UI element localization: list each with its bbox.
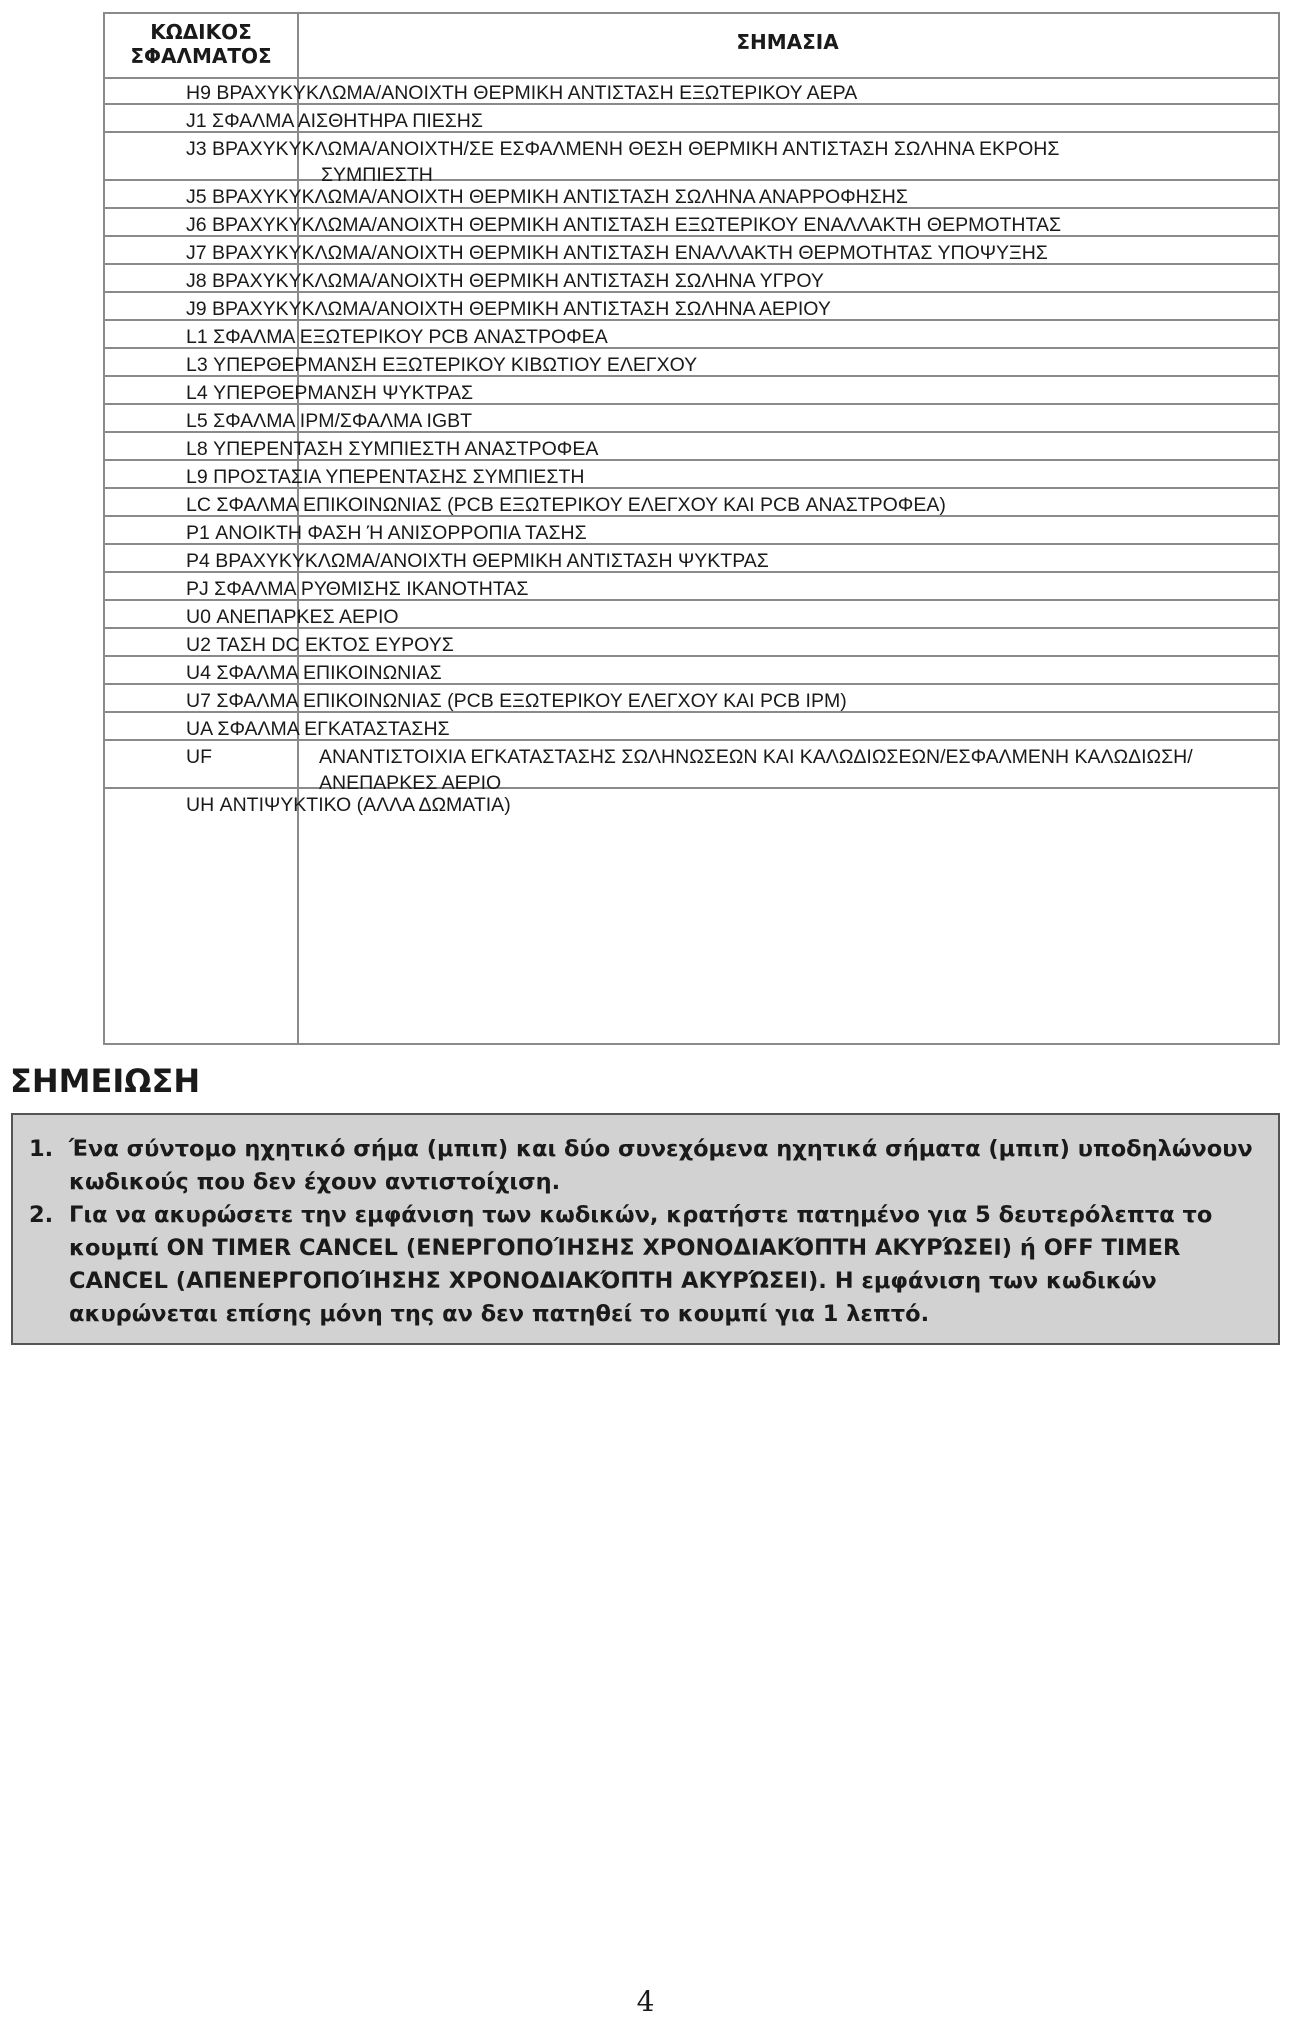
error-entry-line: U4 ΣΦΑΛΜΑ ΕΠΙΚΟΙΝΩΝΙΑΣ	[186, 662, 442, 684]
error-entry-line: L8 ΥΠΕΡΕΝΤΑΣΗ ΣΥΜΠΙΕΣΤΗ ΑΝΑΣΤΡΟΦΕΑ	[186, 438, 599, 460]
table-row	[105, 789, 1278, 817]
note-list	[13, 1133, 1278, 1331]
table-row	[105, 685, 1278, 713]
error-entry	[186, 520, 587, 546]
table-row	[105, 433, 1278, 461]
error-entry-line: U2 ΤΑΣΗ DC ΕΚΤΟΣ ΕΥΡΟΥΣ	[186, 634, 454, 656]
error-entry-line: L4 ΥΠΕΡΘΕΡΜΑΝΣΗ ΨΥΚΤΡΑΣ	[186, 382, 474, 404]
error-entry	[186, 324, 608, 350]
error-entry	[186, 688, 847, 714]
error-entry-line: J6 ΒΡΑΧΥΚΥΚΛΩΜΑ/ΑΝΟΙΧΤΗ ΘΕΡΜΙΚΗ ΑΝΤΙΣΤΑΣΗ ΕΞΩΤΕΡΙΚΟΥ ΕΝΑΛΛΑΚΤΗ ΘΕΡΜΟΤΗΤΑΣ	[186, 214, 1062, 236]
error-meaning-line: ΑΝΕΠΑΡΚΕΣ ΑΕΡΙΟ	[319, 772, 502, 794]
table-row	[105, 461, 1278, 489]
note-item-number: 2.	[29, 1202, 54, 1228]
error-entry-line: P1 ΑΝΟΙΚΤΗ ΦΑΣΗ Ή ΑΝΙΣΟΡΡΟΠΙΑ ΤΑΣΗΣ	[186, 522, 587, 544]
error-entry-line: PJ ΣΦΑΛΜΑ ΡΥΘΜΙΣΗΣ ΙΚΑΝΟΤΗΤΑΣ	[186, 578, 529, 600]
error-entry	[186, 464, 584, 490]
error-entry-line: J5 ΒΡΑΧΥΚΥΚΛΩΜΑ/ΑΝΟΙΧΤΗ ΘΕΡΜΙΚΗ ΑΝΤΙΣΤΑΣΗ ΣΩΛΗΝΑ ΑΝΑΡΡΟΦΗΣΗΣ	[186, 186, 908, 208]
table-row	[105, 377, 1278, 405]
table-row	[105, 517, 1278, 545]
error-entry	[186, 408, 472, 434]
error-entry	[186, 240, 1048, 266]
header-error-code-line1: ΚΩΔΙΚΟΣ	[150, 20, 252, 44]
error-entry	[186, 352, 697, 378]
error-entry	[186, 548, 769, 574]
table-row	[105, 209, 1278, 237]
error-entry-line: J8 ΒΡΑΧΥΚΥΚΛΩΜΑ/ΑΝΟΙΧΤΗ ΘΕΡΜΙΚΗ ΑΝΤΙΣΤΑΣΗ ΣΩΛΗΝΑ ΥΓΡΟΥ	[186, 270, 824, 292]
table-row	[105, 741, 1278, 794]
header-error-code-line2: ΣΦΑΛΜΑΤΟΣ	[130, 44, 272, 68]
error-entry	[186, 492, 946, 518]
table-row	[105, 489, 1278, 517]
note-item-number: 1.	[29, 1136, 54, 1162]
table-row	[105, 237, 1278, 265]
note-item	[13, 1133, 1278, 1199]
table-row	[105, 349, 1278, 377]
error-entry	[186, 80, 857, 106]
header-error-code	[105, 20, 297, 68]
error-entry-line: J9 ΒΡΑΧΥΚΥΚΛΩΜΑ/ΑΝΟΙΧΤΗ ΘΕΡΜΙΚΗ ΑΝΤΙΣΤΑΣΗ ΣΩΛΗΝΑ ΑΕΡΙΟΥ	[186, 298, 831, 320]
error-entry	[186, 576, 528, 602]
note-title: ΣΗΜΕΙΩΣΗ	[10, 1062, 201, 1100]
error-entry-line: L9 ΠΡΟΣΤΑΣΙΑ ΥΠΕΡΕΝΤΑΣΗΣ ΣΥΜΠΙΕΣΤΗ	[186, 466, 585, 488]
table-row	[105, 405, 1278, 433]
error-entry	[186, 660, 442, 686]
note-item-text: Για να ακυρώσετε την εμφάνιση των κωδικών, κρατήστε πατημένο για 5 δευτερόλεπτα το κουμπί ON TIMER CANCEL (ΕΝΕΡΓΟΠΟΊΗΣΗΣ ΧΡΟΝΟΔΙΑΚΌΠΤΗ ΑΚΥΡΏΣΕΙ) ή OFF TIMER CANCEL (ΑΠΕΝΕΡΓΟΠΟΊΗΣΗΣ ΧΡΟΝΟΔΙΑΚΌΠΤΗ ΑΚΥΡΏΣΕΙ). Η εμφάνιση των κωδικών ακυρώνεται επίσης μόνη της αν δεν πατηθεί το κουμπί για 1 λεπτό.	[69, 1202, 1213, 1327]
error-entry-line: P4 ΒΡΑΧΥΚΥΚΛΩΜΑ/ΑΝΟΙΧΤΗ ΘΕΡΜΙΚΗ ΑΝΤΙΣΤΑΣΗ ΨΥΚΤΡΑΣ	[186, 550, 769, 572]
table-row	[105, 601, 1278, 629]
error-entry-line: UA ΣΦΑΛΜΑ ΕΓΚΑΤΑΣΤΑΣΗΣ	[186, 718, 450, 740]
error-meaning-line: ΑΝΑΝΤΙΣΤΟΙΧΙΑ ΕΓΚΑΤΑΣΤΑΣΗΣ ΣΩΛΗΝΩΣΕΩΝ ΚΑΙ ΚΑΛΩΔΙΩΣΕΩΝ/ΕΣΦΑΛΜΕΝΗ ΚΑΛΩΔΙΩΣΗ/	[319, 746, 1193, 768]
error-code-table	[103, 12, 1280, 1045]
error-entry	[186, 436, 598, 462]
table-row	[105, 265, 1278, 293]
error-entry	[186, 184, 908, 210]
error-entry	[186, 604, 399, 630]
table-header	[105, 14, 1278, 79]
error-entry-line: H9 ΒΡΑΧΥΚΥΚΛΩΜΑ/ΑΝΟΙΧΤΗ ΘΕΡΜΙΚΗ ΑΝΤΙΣΤΑΣΗ ΕΞΩΤΕΡΙΚΟΥ ΑΕΡΑ	[186, 82, 858, 104]
error-entry	[186, 296, 831, 322]
error-entry-line: J1 ΣΦΑΛΜΑ ΑΙΣΘΗΤΗΡΑ ΠΙΕΣΗΣ	[186, 110, 483, 132]
table-row	[105, 545, 1278, 573]
error-entry-line: L5 ΣΦΑΛΜΑ IPM/ΣΦΑΛΜΑ IGBT	[186, 410, 473, 432]
error-entry	[186, 792, 511, 818]
header-meaning: ΣΗΜΑΣΙΑ	[736, 30, 839, 54]
table-row	[105, 657, 1278, 685]
table-row	[105, 321, 1278, 349]
table-row	[105, 573, 1278, 601]
error-code: UF	[186, 746, 212, 768]
table-row	[105, 181, 1278, 209]
error-entry-line: UH ΑΝΤΙΨΥΚΤΙΚΟ (ΑΛΛΑ ΔΩΜΑΤΙΑ)	[186, 794, 511, 816]
table-row	[105, 105, 1278, 133]
note-item-text: Ένα σύντομο ηχητικό σήμα (μπιπ) και δύο συνεχόμενα ηχητικά σήματα (μπιπ) υποδηλώνουν κωδικούς που δεν έχουν αντιστοίχιση.	[69, 1136, 1253, 1195]
table-row	[105, 77, 1278, 105]
error-entry	[186, 716, 450, 742]
table-row	[105, 293, 1278, 321]
error-entry-line: J3 ΒΡΑΧΥΚΥΚΛΩΜΑ/ΑΝΟΙΧΤΗ/ΣΕ ΕΣΦΑΛΜΕΝΗ ΘΕΣΗ ΘΕΡΜΙΚΗ ΑΝΤΙΣΤΑΣΗ ΣΩΛΗΝΑ ΕΚΡΟΗΣ	[186, 138, 1060, 160]
page-number: 4	[636, 1985, 655, 2018]
table-row	[105, 133, 1278, 186]
error-entry-line: ΣΥΜΠΙΕΣΤΗ	[321, 164, 433, 186]
note-item	[13, 1199, 1278, 1331]
error-entry-line: J7 ΒΡΑΧΥΚΥΚΛΩΜΑ/ΑΝΟΙΧΤΗ ΘΕΡΜΙΚΗ ΑΝΤΙΣΤΑΣΗ ΕΝΑΛΛΑΚΤΗ ΘΕΡΜΟΤΗΤΑΣ ΥΠΟΨΥΞΗΣ	[186, 242, 1048, 264]
error-entry	[186, 212, 1061, 238]
table-row	[105, 629, 1278, 657]
error-entry	[186, 268, 824, 294]
error-entry-line: LC ΣΦΑΛΜΑ ΕΠΙΚΟΙΝΩΝΙΑΣ (PCB ΕΞΩΤΕΡΙΚΟΥ ΕΛΕΓΧΟΥ ΚΑΙ PCB ΑΝΑΣΤΡΟΦΕΑ)	[186, 494, 946, 516]
error-entry	[186, 380, 473, 406]
table-row	[105, 713, 1278, 741]
error-entry	[186, 108, 483, 134]
error-entry-line: U7 ΣΦΑΛΜΑ ΕΠΙΚΟΙΝΩΝΙΑΣ (PCB ΕΞΩΤΕΡΙΚΟΥ ΕΛΕΓΧΟΥ ΚΑΙ PCB IPM)	[186, 690, 847, 712]
error-entry-line: U0 ΑΝΕΠΑΡΚΕΣ ΑΕΡΙΟ	[186, 606, 399, 628]
note-box	[11, 1113, 1280, 1345]
error-entry	[186, 632, 454, 658]
error-entry-line: L1 ΣΦΑΛΜΑ ΕΞΩΤΕΡΙΚΟΥ PCB ΑΝΑΣΤΡΟΦΕΑ	[186, 326, 608, 348]
error-entry-line: L3 ΥΠΕΡΘΕΡΜΑΝΣΗ ΕΞΩΤΕΡΙΚΟΥ ΚΙΒΩΤΙΟΥ ΕΛΕΓΧΟΥ	[186, 354, 698, 376]
